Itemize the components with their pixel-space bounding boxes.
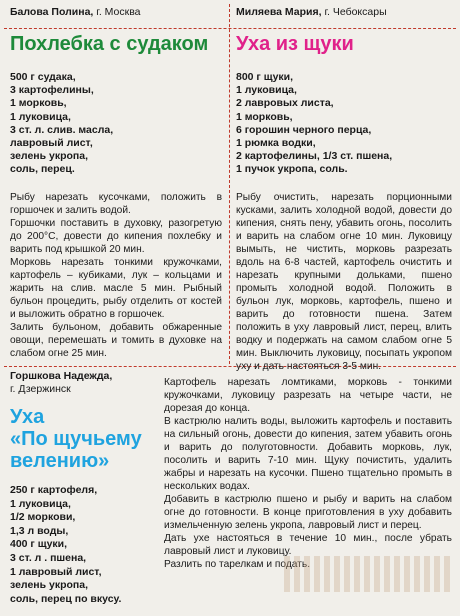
method-paragraph: В кастрюлю налить воды, выложить картофель и поставить на сильный огонь, довести до кипения, затем убавить огонь и варить до полуготовности. Добавить морковь, лук, посолить и варить 7-10 мин. Щуку почистить, удалить жабры и нарезать на кусочки. Пшено тщательно промыть в нескольких водах. (164, 416, 452, 492)
recipe-1-title: Похлебка с судаком (10, 33, 209, 55)
method-paragraph: Добавить в кастрюлю пшено и рыбу и варить на слабом огне до готовности. В конце приготовления в уху добавить измельченную зелень укропа, лавровый лист и перец. (164, 494, 452, 531)
recipe-1-method (10, 191, 222, 360)
recipe-1-author (10, 6, 222, 19)
recipe-2-title: Уха из щуки (236, 33, 354, 55)
recipe-2-author (236, 6, 452, 19)
method-paragraph: Разлить по тарелкам и подать. (164, 559, 311, 570)
recipe-1 (10, 6, 222, 360)
author-city: г. Дзержинск (10, 383, 71, 395)
title-line: велению» (10, 450, 110, 472)
recipe-3-ingredients: 250 г картофеля, 1 луковица, 1/2 моркови, 1,3 л воды, 400 г щуки, 3 ст. л . пшена, 1 лавровый лист, зелень укропа, соль, перец по вкусу. (10, 484, 122, 605)
title-line: «По щучьему (10, 428, 142, 450)
author-name: Балова Полина, (10, 6, 94, 18)
recipe-3-method (164, 376, 452, 571)
author-name: Горшкова Надежда, (10, 370, 113, 382)
recipe-2-method (236, 191, 452, 373)
watermark-logo (284, 552, 454, 596)
recipe-3-author (10, 370, 160, 396)
method-paragraph: Рыбу очистить, нарезать порционными кусками, залить холодной водой, довести до кипения, снять пену, убавить огонь, посолить и варить на слабом огне 10 мин. Луковицу вымыть, не чистить, морковь разрезать вдоль на 6-8 частей, картофель очистить и нарезать крупными дольками, пшено промыть холодной водой. Положить в бульон лук, морковь, картофель, пшено и варить до готовности пшена. Затем положить в уху лавровый лист, перец, влить водку и подержать на самом слабом огне 5 мин. Выключить луковицу, посыпать укропом уху и дать настояться 3-5 мин. (236, 191, 452, 372)
author-city: г. Москва (96, 6, 141, 18)
author-name: Миляева Мария, (236, 6, 322, 18)
recipe-2 (236, 6, 452, 373)
method-paragraph: Залить бульоном, добавить обжаренные овощи, перемешать и томить в духовке на слабом огне 25 мин. (10, 321, 222, 359)
method-paragraph: Картофель нарезать ломтиками, морковь - тонкими кружочками, луковицу разрезать на четыре части, не дорезая до конца. (164, 377, 452, 414)
method-paragraph: Дать уxe настояться в течение 10 мин., после убрать лавровый лист и луковицу. (164, 533, 452, 557)
recipe-2-ingredients: 800 г щуки, 1 луковица, 2 лавровых листа, 1 морковь, 6 горошин черного перца, 1 рюмка водки, 2 картофелины, 1/3 ст. пшена, 1 пучок укропа, соль. (236, 71, 393, 176)
recipe-3-title (10, 406, 160, 472)
method-paragraph: Морковь нарезать тонкими кружочками, картофель – кубиками, лук – кольцами и жарить на слив. масле 5 мин. Рыбный бульон процедить, рыбу отделить от костей и выложить обратно в горшочек. (10, 256, 222, 320)
author-city: г. Чебоксары (324, 6, 387, 18)
column-divider (229, 4, 230, 364)
title-line: Уха (10, 406, 45, 428)
recipe-3-header (10, 370, 160, 606)
method-paragraph: Горшочки поставить в духовку, разогретую до 200°С, довести до кипения похлебку и варить под крышкой 20 мин. (10, 217, 222, 255)
method-paragraph: Рыбу нарезать кусочками, положить в горшочек и залить водой. (10, 191, 222, 216)
recipe-1-ingredients: 500 г судака, 3 картофелины, 1 морковь, 1 луковица, 3 ст. л. слив. масла, лавровый лист, зелень укропа, соль, перец. (10, 71, 114, 176)
